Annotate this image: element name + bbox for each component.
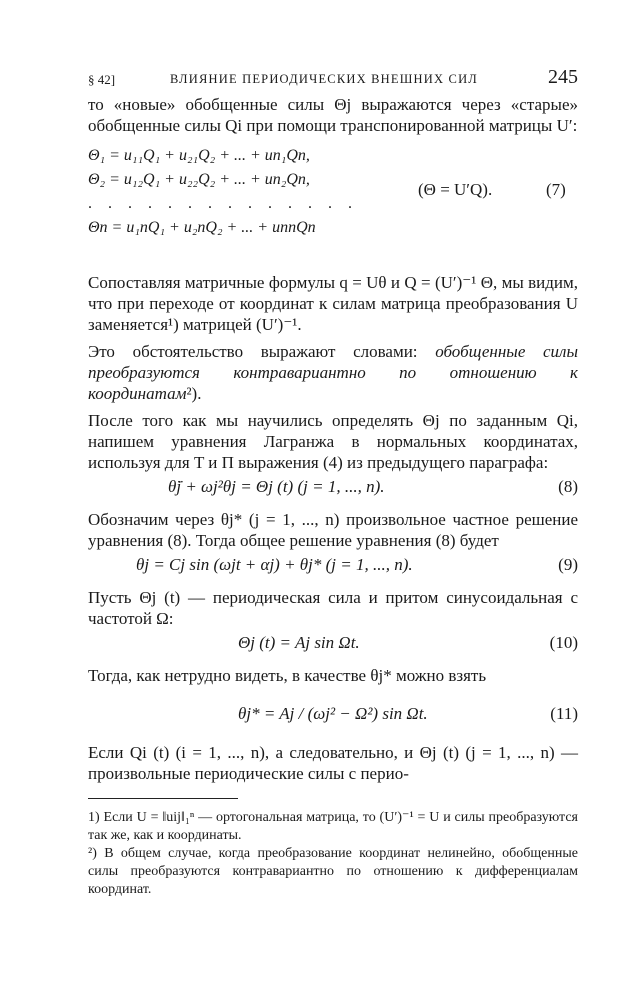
equation-system-7 [88, 144, 578, 262]
equation-tag-8: (8) [558, 477, 578, 496]
paragraph-4: После того как мы научились определять Θj по заданным Qi, напишем уравнения Лагранжа в нормальных координатах, используя для T и П выражения (4) из предыдущего параграфа: [88, 411, 578, 472]
paragraph-3-italic: обобщенные силы преобразуются контравариантно по отношению к координатам [88, 342, 578, 403]
running-title: ВЛИЯНИЕ ПЕРИОДИЧЕСКИХ ВНЕШНИХ СИЛ [170, 72, 478, 86]
page-header [88, 64, 578, 94]
footnote-1: 1) Если U = ‖uij‖₁ⁿ — ортогональная матрица, то (U′)⁻¹ = U и силы преобразуются так же, как и координаты. [88, 810, 578, 843]
paragraph-5: Обозначим через θj* (j = 1, ..., n) произвольное частное решение уравнения (8). Тогда общее решение уравнения (8) будет [88, 510, 578, 550]
equation-10-body: Θj (t) = Aj sin Ωt. [238, 633, 360, 652]
equation-tag-7: (7) [546, 180, 566, 199]
paragraph-7: Тогда, как нетрудно видеть, в качестве θj* можно взять [88, 666, 487, 685]
system-row-1: Θ₁ = u₁₁Q₁ + u₂₁Q₂ + ... + un₁Qn, [88, 147, 310, 164]
equation-tag-11: (11) [550, 704, 578, 723]
equation-11 [88, 696, 578, 736]
equation-8 [88, 477, 578, 503]
system-row-n: Θn = u₁nQ₁ + u₂nQ₂ + ... + unnQn [88, 219, 316, 236]
equation-system-rows [88, 144, 358, 240]
footnote-separator [88, 798, 238, 799]
equation-9 [88, 555, 578, 581]
section-number: § 42] [88, 72, 116, 87]
equation-tag-9: (9) [558, 555, 578, 574]
document-page [88, 64, 578, 899]
paragraph-6: Пусть Θj (t) — периодическая сила и притом синусоидальная с частотой Ω: [88, 588, 578, 628]
equation-9-body: θj = Cj sin (ωjt + αj) + θj* (j = 1, ..., n). [136, 555, 413, 574]
system-row-2: Θ₂ = u₁₂Q₁ + u₂₂Q₂ + ... + un₂Qn, [88, 171, 310, 188]
equation-8-body: θ̈j + ωj²θj = Θj (t) (j = 1, ..., n). [168, 477, 385, 496]
footnote-2: ²) В общем случае, когда преобразование координат нелинейно, обобщенные силы преобразуются контравариантно по отношению к дифференциалам координат. [88, 846, 578, 897]
system-row-dots: . . . . . . . . . . . . . . [88, 195, 358, 212]
paragraph-1: то «новые» обобщенные силы Θj выражаются через «старые» обобщенные силы Qi при помощи транспонированной матрицы U′: [88, 95, 578, 135]
paragraph-8: Если Qi (t) (i = 1, ..., n), а следовательно, и Θj (t) (j = 1, ..., n) — произвольные периодические силы с перио- [88, 743, 578, 783]
equation-10 [88, 633, 578, 659]
paragraph-3-prefix: Это обстоятельство выражают словами: [88, 342, 436, 361]
paragraph-3 [88, 341, 578, 404]
system-compact-form [418, 180, 566, 200]
equation-tag-10: (10) [549, 633, 578, 652]
paragraph-2: Сопоставляя матричные формулы q = Uθ и Q = (U′)⁻¹ Θ, мы видим, что при переходе от координат к силам матрица преобразования U заменяется¹) матрицей (U′)⁻¹. [88, 273, 578, 334]
page-number: 245 [548, 66, 578, 88]
compact-formula: (Θ = U′Q). [418, 180, 493, 199]
paragraph-3-suffix: ²). [186, 384, 202, 403]
equation-11-body: θj* = Aj / (ωj² − Ω²) sin Ωt. [238, 704, 428, 723]
